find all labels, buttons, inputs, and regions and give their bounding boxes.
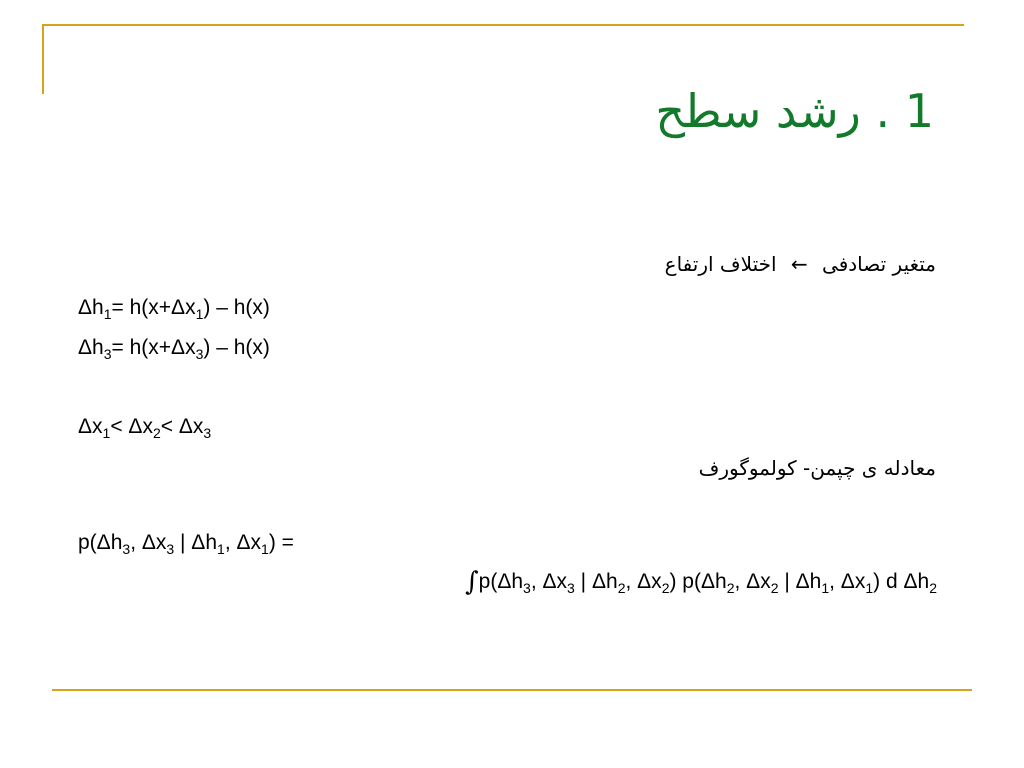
ck-rhs-part: ) d Δh [873,570,930,593]
ck-rhs-part: | Δh [574,570,618,593]
ineq-part-b: < Δx [110,415,153,438]
eq1-part-a: Δh [78,296,104,319]
ineq-part-c: < Δx [160,415,204,438]
frame-left-line [42,24,44,94]
ck-lhs-sub: 3 [122,541,131,557]
eq1-sub-a: 1 [103,306,112,322]
equation-delta-h3 [78,335,270,360]
ck-lhs-part: , Δx [224,531,262,554]
ck-rhs-sub: 2 [661,580,670,596]
eq2-sub-a: 3 [103,346,112,362]
random-variable-line [665,252,936,276]
ck-rhs-part: | Δh [778,570,822,593]
height-difference-label: اختلاف ارتفاع [664,252,777,276]
eq2-part-b: = h(x+Δx [111,336,196,359]
ck-rhs-part: , Δx [625,570,662,593]
eq2-part-a: Δh [78,336,104,359]
ck-rhs-part: , Δx [530,570,568,593]
ck-rhs-sub: 2 [726,580,735,596]
frame-top-line [42,24,964,26]
ck-rhs-sub: 2 [929,580,937,596]
chapman-kolmogorov-heading: معادله ی چپمن- کولموگورف [698,456,936,480]
ineq-sub-b: 2 [152,425,161,441]
slide-title: 1 . رشد سطح [655,84,934,138]
ck-rhs-sub: 1 [821,580,830,596]
ck-lhs-part: | Δh [174,531,218,554]
eq2-part-c: ) – h(x) [203,336,270,359]
ck-equation-lhs [78,530,294,555]
ck-rhs-part: ) p(Δh [669,570,727,593]
left-arrow-icon: ← [790,252,808,276]
ck-rhs-sub: 1 [865,580,874,596]
ck-lhs-sub: 1 [217,541,225,557]
frame-bottom-line [52,689,972,691]
eq1-sub-b: 1 [195,306,204,322]
ck-rhs-sub: 2 [617,580,626,596]
eq1-part-c: ) – h(x) [203,296,270,319]
ck-rhs-sub: 2 [770,580,779,596]
ineq-sub-a: 1 [102,425,111,441]
integral-icon: ∫ [465,567,479,597]
ck-lhs-sub: 1 [261,541,269,557]
ck-lhs-part: ) = [268,531,294,554]
ck-rhs-part: p(Δh [478,570,524,593]
ck-rhs-part: , Δx [734,570,771,593]
ck-rhs-part: , Δx [829,570,866,593]
ck-equation-rhs [465,567,937,598]
ck-lhs-part: p(Δh [78,531,123,554]
ck-lhs-part: , Δx [130,531,167,554]
eq1-part-b: = h(x+Δx [111,296,196,319]
inequality-line [78,414,211,439]
ineq-sub-c: 3 [203,425,212,441]
ck-lhs-sub: 3 [166,541,175,557]
equation-delta-h1 [78,295,270,320]
ck-rhs-sub: 3 [567,580,575,596]
ck-rhs-sub: 3 [523,580,531,596]
eq2-sub-b: 3 [195,346,204,362]
ineq-part-a: Δx [78,415,103,438]
random-variable-label: متغیر تصادفی [822,252,936,276]
